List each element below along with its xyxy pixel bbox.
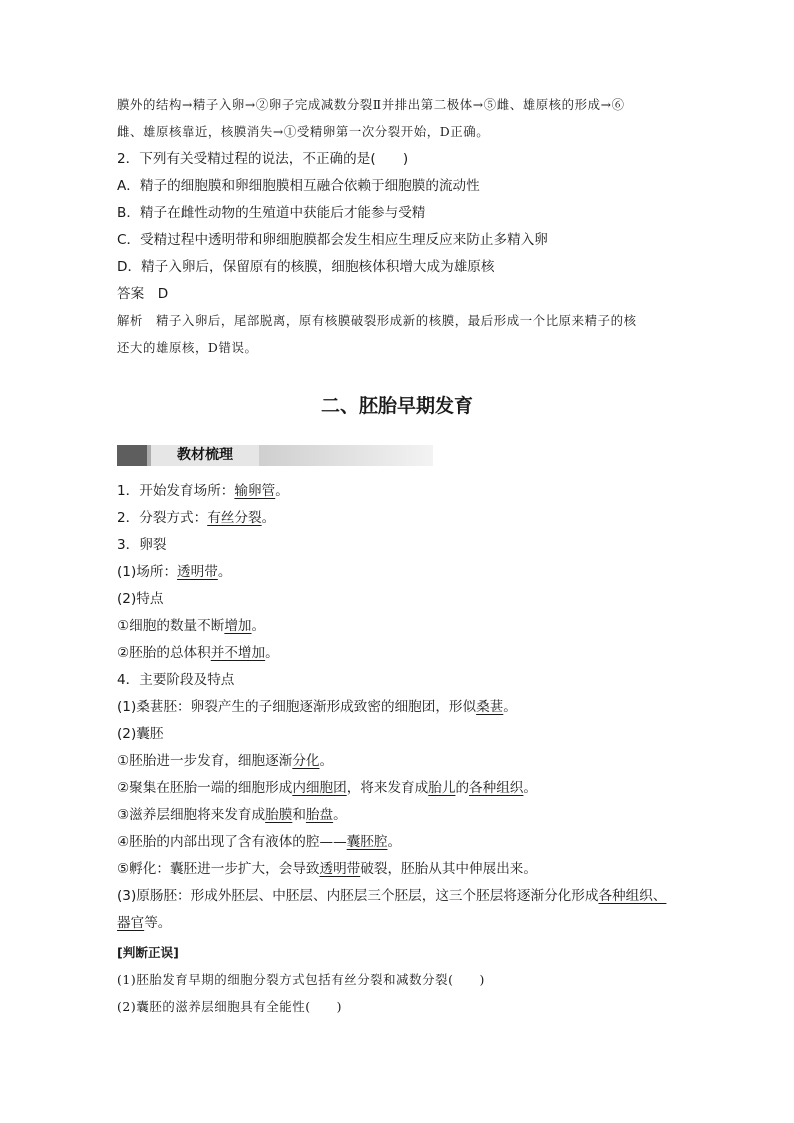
item-1 (117, 481, 682, 501)
item-3-2-b (117, 643, 682, 663)
item-4-2-c-fill-2: 胎盘 (305, 807, 334, 823)
item-4-2-a (117, 751, 682, 771)
item-4-2-a-fill: 分化 (292, 753, 320, 769)
option-b: B．精子在雌性动物的生殖道中获能后才能参与受精 (117, 205, 426, 221)
option-c: C．受精过程中透明带和卵细胞膜都会发生相应生理反应来防止多精入卵 (117, 232, 548, 248)
judge-item-2: (2)囊胚的滋养层细胞具有全能性( ) (117, 999, 343, 1014)
item-4-2-b-fill-1: 内细胞团 (292, 780, 347, 796)
item-3-2-b-text: ②胚胎的总体积 (117, 645, 211, 661)
item-1-fill: 输卵管 (234, 483, 276, 499)
item-4-2-c-fill-1: 胎膜 (265, 807, 293, 823)
item-4-2-c-mid: 和 (292, 807, 306, 823)
item-4-2-b (117, 778, 682, 798)
item-4-3-fill-2: 器官 (117, 915, 145, 931)
item-4-2-e-end: 破裂，胚胎从其中伸展出来。 (360, 861, 537, 877)
banner-label: 教材梳理 (151, 445, 259, 466)
item-4-3-fill-1: 各种组织、 (598, 888, 667, 904)
item-4-1-text: (1)桑葚胚：卵裂产生的子细胞逐渐形成致密的细胞团，形似 (117, 699, 477, 715)
item-3: 3．卵裂 (117, 537, 167, 553)
section-banner (117, 445, 433, 466)
item-3-2-a (117, 616, 682, 636)
item-2-end: 。 (261, 510, 276, 526)
item-4: 4．主要阶段及特点 (117, 672, 235, 688)
item-4-2-c-end: 。 (333, 807, 347, 823)
item-4-2-e-fill: 透明带 (319, 861, 361, 877)
item-4-2-b-fill-2: 胎儿 (428, 780, 456, 796)
question-2-stem: 2．下列有关受精过程的说法，不正确的是( ) (117, 151, 409, 167)
item-4-2-a-text: ①胚胎进一步发育，细胞逐渐 (117, 753, 293, 769)
option-d: D．精子入卵后，保留原有的核膜，细胞核体积增大成为雄原核 (117, 259, 495, 275)
item-2-text: 2．分裂方式： (117, 510, 208, 526)
item-2 (117, 508, 682, 528)
item-1-text: 1．开始发育场所： (117, 483, 235, 499)
item-4-1-fill: 桑葚 (476, 699, 504, 715)
item-4-2-b-fill-3: 各种组织 (469, 780, 524, 796)
item-4-3-text: (3)原肠胚：形成外胚层、中胚层、内胚层三个胚层，这三个胚层将逐渐分化形成 (117, 888, 599, 904)
item-4-3-end: 等。 (144, 915, 172, 931)
item-4-2-c (117, 805, 682, 825)
item-3-1-fill: 透明带 (177, 564, 218, 580)
previous-analysis-line-1: 膜外的结构→精子入卵→②卵子完成减数分裂Ⅱ并排出第二极体→⑤雌、雄原核的形成→⑥ (117, 97, 625, 112)
item-4-2: (2)囊胚 (117, 726, 164, 742)
previous-analysis-line-2: 雌、雄原核靠近，核膜消失→①受精卵第一次分裂开始，D正确。 (117, 124, 490, 139)
item-4-2-d-text: ④胚胎的内部出现了含有液体的腔—— (117, 834, 347, 850)
answer: 答案 D (117, 286, 169, 302)
item-4-2-c-text: ③滋养层细胞将来发育成 (117, 807, 266, 823)
item-3-1-text: (1)场所： (117, 564, 178, 580)
judge-title: [判断正误] (117, 945, 179, 960)
item-3-2-b-end: 。 (265, 645, 279, 661)
item-4-2-e (117, 859, 682, 879)
item-3-2-b-fill: 并不增加 (210, 645, 266, 661)
item-4-2-d (117, 832, 682, 852)
item-3-2: (2)特点 (117, 591, 164, 607)
item-3-2-a-text: ①细胞的数量不断 (117, 618, 225, 634)
item-4-1 (117, 697, 682, 717)
item-4-3 (117, 886, 682, 906)
banner-lead-block (117, 445, 147, 466)
item-4-2-b-text: ②聚集在胚胎一端的细胞形成 (117, 780, 293, 796)
item-2-fill: 有丝分裂 (207, 510, 262, 526)
item-4-2-d-end: 。 (387, 834, 402, 850)
item-3-2-a-end: 。 (251, 618, 266, 634)
item-4-2-b-end: 。 (523, 780, 537, 796)
item-4-3-cont (117, 913, 682, 933)
section-title: 二、胚胎早期发育 (320, 395, 473, 417)
item-4-1-end: 。 (503, 699, 517, 715)
item-1-end: 。 (275, 483, 289, 499)
item-3-1 (117, 562, 682, 582)
item-4-2-a-end: 。 (319, 753, 334, 769)
item-4-2-b-mid-2: 的 (455, 780, 470, 796)
judge-item-1: (1)胚胎发育早期的细胞分裂方式包括有丝分裂和减数分裂( ) (117, 972, 485, 987)
item-3-2-a-fill: 增加 (224, 618, 252, 634)
analysis-line-1: 解析 精子入卵后，尾部脱离，原有核膜破裂形成新的核膜，最后形成一个比原来精子的核 (117, 313, 637, 328)
item-4-2-d-fill: 囊胚腔 (346, 834, 388, 850)
item-4-2-b-mid: ，将来发育成 (346, 780, 429, 796)
item-3-1-end: 。 (217, 564, 232, 580)
analysis-line-2: 还大的雄原核，D错误。 (117, 340, 258, 355)
option-a: A．精子的细胞膜和卵细胞膜相互融合依赖于细胞膜的流动性 (117, 178, 480, 194)
item-4-2-e-text: ⑤孵化：囊胚进一步扩大，会导致 (117, 861, 320, 877)
